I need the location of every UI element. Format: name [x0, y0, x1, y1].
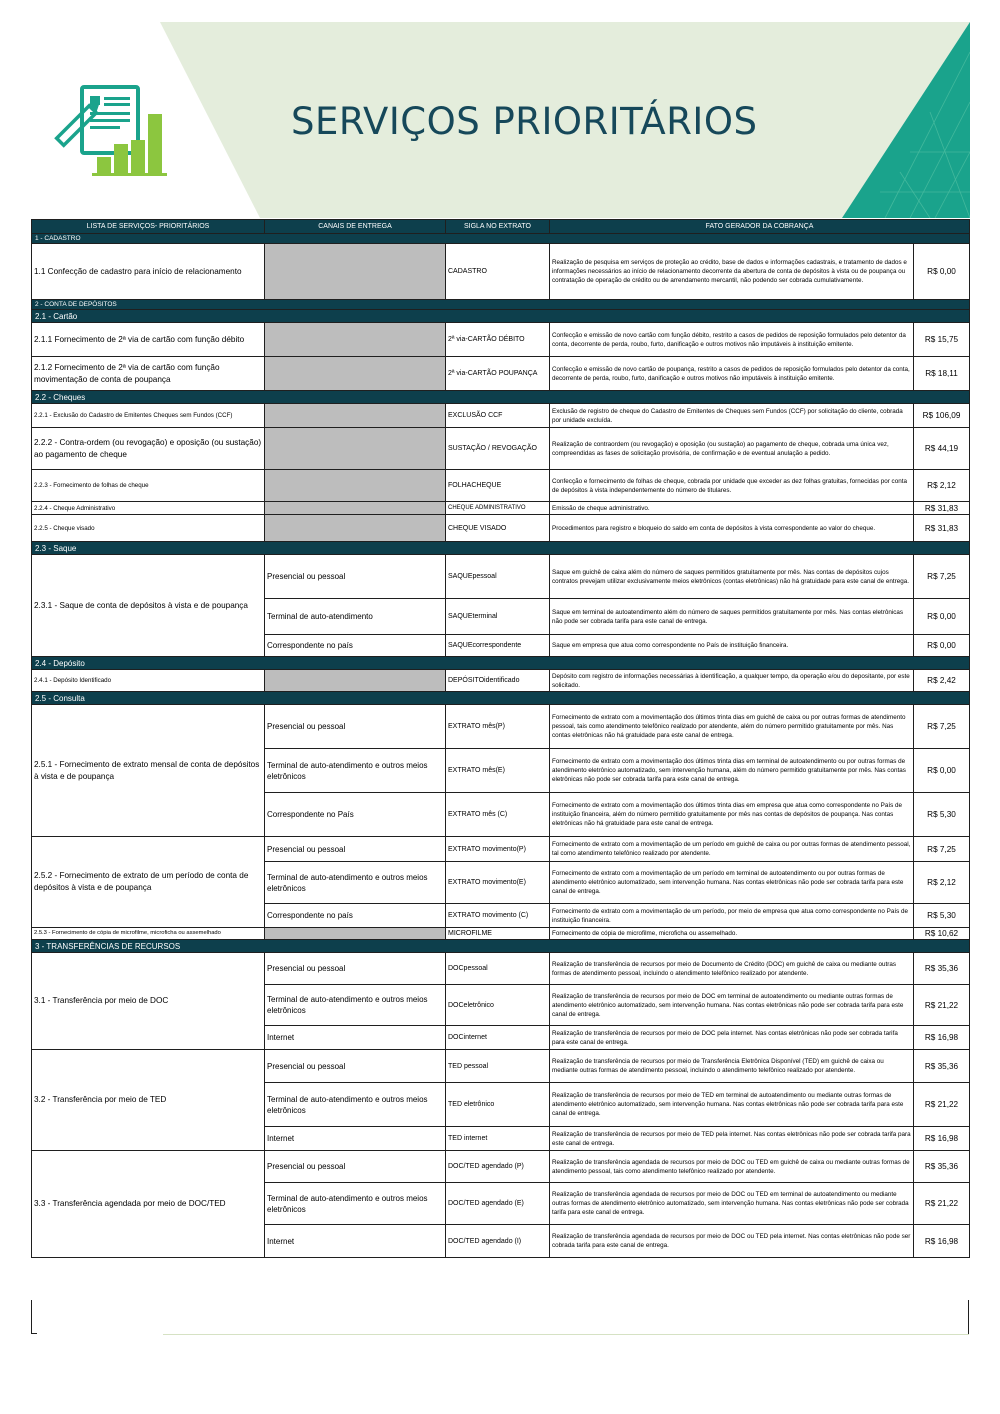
price-cell: R$ 16,98: [914, 1127, 970, 1151]
channel-cell: Terminal de auto-atendimento e outros meios eletrônicos: [265, 1083, 446, 1127]
services-table: [31, 219, 970, 1258]
channel-cell: Presencial ou pessoal: [265, 837, 446, 862]
channel-cell: Terminal de auto-atendimento e outros meios eletrônicos: [265, 862, 446, 904]
service-cell: 2.2.1 - Exclusão do Cadastro de Emitentes Cheques sem Fundos (CCF): [32, 404, 265, 428]
channel-cell-empty: [265, 244, 446, 300]
table-row: [32, 323, 970, 357]
service-cell: 2.1.2 Fornecimento de 2ª via de cartão com função movimentação de conta de poupança: [32, 357, 265, 391]
service-cell: 1.1 Confecção de cadastro para início de relacionamento: [32, 244, 265, 300]
channel-cell: Terminal de auto-atendimento: [265, 599, 446, 635]
table-row: [32, 1151, 970, 1183]
table-row: [32, 428, 970, 470]
channel-cell: Presencial ou pessoal: [265, 1151, 446, 1183]
table-header: [32, 220, 970, 234]
code-cell: EXTRATO mês(E): [446, 749, 550, 793]
price-cell: R$ 21,22: [914, 985, 970, 1026]
section-conta-depositos: 2 - CONTA DE DEPÓSITOS: [32, 300, 970, 310]
price-cell: R$ 31,83: [914, 515, 970, 542]
fact-cell: Realização de transferência de recursos por meio de DOC em terminal de autoatendimento ou mediante outras formas de atendimento eletrônico automatizado, sem intervenção humana. Nas contas eletrônicas não pode ser cobrada tarifa para este canal de entrega.: [550, 985, 914, 1026]
service-cell: 3.3 - Transferência agendada por meio de DOC/TED: [32, 1151, 265, 1258]
frame-line-right: [968, 1300, 969, 1334]
price-cell: R$ 44,19: [914, 428, 970, 470]
price-cell: R$ 0,00: [914, 749, 970, 793]
code-cell: DOCeletrônico: [446, 985, 550, 1026]
channel-cell: Terminal de auto-atendimento e outros meios eletrônicos: [265, 1183, 446, 1225]
fact-cell: Realização de pesquisa em serviços de proteção ao crédito, base de dados e informações cadastrais, e tratamento de dados e informações necessários ao início de relacionamento decorrente da abertura de conta de depósitos à vista ou de poupança ou contratação de operação de crédito ou de arrendamento mercantil, não podendo ser cobrada cumulativamente.: [550, 244, 914, 300]
fact-cell: Confecção e emissão de novo cartão com função débito, restrito a casos de pedidos de reposição formulados pelo detentor da conta, decorrente de perda, roubo, furto, danificação e outros motivos não imputáveis à instituição emitente.: [550, 323, 914, 357]
section-saque: 2.3 - Saque: [32, 542, 970, 555]
header-code: SIGLA NO EXTRATO: [446, 220, 550, 234]
channel-cell: Presencial ou pessoal: [265, 555, 446, 599]
code-cell: DOC/TED agendado (E): [446, 1183, 550, 1225]
service-cell: 2.5.1 - Fornecimento de extrato mensal de conta de depósitos à vista e de poupança: [32, 705, 265, 837]
code-cell: DOCinternet: [446, 1026, 550, 1050]
table-row: [32, 928, 970, 940]
table-row: [32, 357, 970, 391]
fact-cell: Confecção e emissão de novo cartão de poupança, restrito a casos de pedidos de reposição formulados pelo detentor da conta, decorrente de perda, roubo, furto, danificação e outros motivos não imputáveis à instituição emitente.: [550, 357, 914, 391]
code-cell: EXTRATO movimento(E): [446, 862, 550, 904]
table-row: [32, 515, 970, 542]
section-transferencias: 3 - TRANSFERÊNCIAS DE RECURSOS: [32, 940, 970, 953]
table-row: [32, 705, 970, 749]
code-cell: TED internet: [446, 1127, 550, 1151]
fact-cell: Fornecimento de extrato com a movimentação de um período em guichê de caixa ou por outras formas de atendimento pessoal, tal como atendimento telefônico realizado por atendente.: [550, 837, 914, 862]
price-cell: R$ 7,25: [914, 555, 970, 599]
fact-cell: Exclusão de registro de cheque do Cadastro de Emitentes de Cheques sem Fundos (CCF) por solicitação do cliente, cobrada por unidade excluída.: [550, 404, 914, 428]
code-cell: CHEQUE ADMINISTRATIVO: [446, 502, 550, 515]
channel-cell: Correspondente no país: [265, 635, 446, 657]
service-cell: 3.2 - Transferência por meio de TED: [32, 1050, 265, 1151]
channel-cell: Presencial ou pessoal: [265, 953, 446, 985]
code-cell: DOC/TED agendado (I): [446, 1225, 550, 1258]
code-cell: MICROFILME: [446, 928, 550, 940]
code-cell: FOLHACHEQUE: [446, 470, 550, 502]
table-row: [32, 244, 970, 300]
section-row: [32, 940, 970, 953]
fact-cell: Fornecimento de extrato com a movimentação dos últimos trinta dias em guichê de caixa ou por outras formas de atendimento pessoal, tais como atendimento telefônico realizado por atendente, além do número permitido gratuitamente por mês. Nas contas eletrônicas não há gratuidade para este canal de entrega.: [550, 705, 914, 749]
table-row: [32, 404, 970, 428]
code-cell: CHEQUE VISADO: [446, 515, 550, 542]
channel-cell-empty: [265, 502, 446, 515]
price-cell: R$ 35,36: [914, 953, 970, 985]
fact-cell: Saque em terminal de autoatendimento além do número de saques permitidos gratuitamente por mês. Nas contas eletrônicas não pode ser cobrada tarifa para este canal de entrega.: [550, 599, 914, 635]
section-row: [32, 391, 970, 404]
price-cell: R$ 35,36: [914, 1050, 970, 1083]
fact-cell: Confecção e fornecimento de folhas de cheque, cobrada por unidade que exceder as dez folhas gratuitas, fornecidas por conta de depósitos à vista independentemente do número de titulares.: [550, 470, 914, 502]
channel-cell: Terminal de auto-atendimento e outros meios eletrônicos: [265, 985, 446, 1026]
page-title: SERVIÇOS PRIORITÁRIOS: [291, 100, 758, 143]
code-cell: EXTRATO movimento (C): [446, 904, 550, 928]
code-cell: TED pessoal: [446, 1050, 550, 1083]
channel-cell-empty: [265, 928, 446, 940]
price-cell: R$ 10,62: [914, 928, 970, 940]
table-row: [32, 470, 970, 502]
code-cell: DOCpessoal: [446, 953, 550, 985]
code-cell: 2ª via-CARTÃO DÉBITO: [446, 323, 550, 357]
table-row: [32, 670, 970, 692]
fact-cell: Fornecimento de extrato com a movimentação dos últimos trinta dias em terminal de autoatendimento ou por outras formas de atendimento eletrônico automatizado, sem intervenção humana, além do número permitido gratuitamente por mês. Nas contas eletrônicas não pode ser cobrada tarifa para este canal de entrega.: [550, 749, 914, 793]
price-cell: R$ 35,36: [914, 1151, 970, 1183]
channel-cell: Presencial ou pessoal: [265, 1050, 446, 1083]
header-fact: FATO GERADOR DA COBRANÇA: [550, 220, 970, 234]
fact-cell: Realização de transferência de recursos por meio de Transferência Eletrônica Disponível (TED) em guichê de caixa ou mediante outras formas de atendimento pessoal, incluindo o atendimento telefônico realizado por atendente.: [550, 1050, 914, 1083]
price-cell: R$ 5,30: [914, 904, 970, 928]
channel-cell-empty: [265, 404, 446, 428]
service-cell: 2.4.1 - Depósito Identificado: [32, 670, 265, 692]
price-cell: R$ 5,30: [914, 793, 970, 837]
channel-cell: Internet: [265, 1127, 446, 1151]
code-cell: SAQUEterminal: [446, 599, 550, 635]
service-cell: 2.2.3 - Fornecimento de folhas de cheque: [32, 470, 265, 502]
channel-cell: Presencial ou pessoal: [265, 705, 446, 749]
price-cell: R$ 2,12: [914, 862, 970, 904]
frame-line-left: [31, 1300, 32, 1334]
fact-cell: Realização de transferência agendada de recursos por meio de DOC ou TED em guichê de caixa ou mediante outras formas de atendimento pessoal, tais como atendimento telefônico realizado por atendente.: [550, 1151, 914, 1183]
channel-cell-empty: [265, 670, 446, 692]
section-cadastro: 1 - CADASTRO: [32, 234, 970, 244]
frame-line-corner: [31, 1333, 37, 1334]
section-consulta: 2.5 - Consulta: [32, 692, 970, 705]
price-cell: R$ 16,98: [914, 1026, 970, 1050]
price-cell: R$ 21,22: [914, 1183, 970, 1225]
fact-cell: Fornecimento de extrato com a movimentação dos últimos trinta dias em empresa que atua como correspondente no País de instituição financeira, além do número permitido gratuitamente por mês nas contas de depósitos de poupança. Nas contas eletrônicas não há gratuidade para este canal de entrega.: [550, 793, 914, 837]
fact-cell: Procedimentos para registro e bloqueio do saldo em conta de depósitos à vista correspondente ao valor do cheque.: [550, 515, 914, 542]
code-cell: TED eletrônico: [446, 1083, 550, 1127]
section-deposito: 2.4 - Depósito: [32, 657, 970, 670]
fact-cell: Realização de transferência de recursos por meio de DOC pela internet. Nas contas eletrônicas não pode ser cobrada tarifa para este canal de entrega.: [550, 1026, 914, 1050]
table-row: [32, 953, 970, 985]
service-cell: 2.5.3 - Fornecimento de cópia de microfilme, microficha ou assemelhado: [32, 928, 265, 940]
channel-cell-empty: [265, 470, 446, 502]
code-cell: SAQUEcorrespondente: [446, 635, 550, 657]
channel-cell-empty: [265, 428, 446, 470]
price-cell: R$ 2,12: [914, 470, 970, 502]
channel-cell: Internet: [265, 1026, 446, 1050]
price-cell: R$ 21,22: [914, 1083, 970, 1127]
fact-cell: Fornecimento de extrato com a movimentação de um período em terminal de autoatendimento ou por outras formas de atendimento eletrônico automatizado, sem intervenção humana. Nas contas eletrônicas não pode ser cobrada tarifa para este canal de entrega.: [550, 862, 914, 904]
price-cell: R$ 16,98: [914, 1225, 970, 1258]
service-cell: 2.2.4 - Cheque Administrativo: [32, 502, 265, 515]
section-row: [32, 542, 970, 555]
section-row: [32, 234, 970, 244]
price-cell: R$ 0,00: [914, 635, 970, 657]
section-cartao: 2.1 - Cartão: [32, 310, 970, 323]
fact-cell: Realização de contraordem (ou revogação) e oposição (ou sustação) ao pagamento de cheque, cobrada uma única vez, compreendidas as fases de solicitação provisória, de confirmação e de eventual anulação a pedido.: [550, 428, 914, 470]
section-row: [32, 300, 970, 310]
fact-cell: Realização de transferência de recursos por meio de TED pela internet. Nas contas eletrônicas não pode ser cobrada tarifa para este canal de entrega.: [550, 1127, 914, 1151]
fact-cell: Saque em guichê de caixa além do número de saques permitidos gratuitamente por mês. Nas contas de depósitos cujos contratos prevejam utilizar exclusivamente meios eletrônicos (contas eletrônicas) não há gratuidade para este canal de entrega.: [550, 555, 914, 599]
header-channels: CANAIS DE ENTREGA: [265, 220, 446, 234]
table-row: [32, 837, 970, 862]
service-cell: 3.1 - Transferência por meio de DOC: [32, 953, 265, 1050]
price-cell: R$ 0,00: [914, 244, 970, 300]
code-cell: DOC/TED agendado (P): [446, 1151, 550, 1183]
channel-cell-empty: [265, 323, 446, 357]
code-cell: 2ª via-CARTÃO POUPANÇA: [446, 357, 550, 391]
fact-cell: Realização de transferência de recursos por meio de Documento de Crédito (DOC) em guichê de caixa ou mediante outras formas de atendimento pessoal, incluindo o atendimento telefônico realizado por atendente.: [550, 953, 914, 985]
service-cell: 2.5.2 - Fornecimento de extrato de um período de conta de depósitos à vista e de poupança: [32, 837, 265, 928]
code-cell: DEPÓSITOidentificado: [446, 670, 550, 692]
channel-cell: Correspondente no País: [265, 793, 446, 837]
channel-cell: Terminal de auto-atendimento e outros meios eletrônicos: [265, 749, 446, 793]
code-cell: EXTRATO mês (C): [446, 793, 550, 837]
code-cell: SAQUEpessoal: [446, 555, 550, 599]
header-service: LISTA DE SERVIÇOS- PRIORITÁRIOS: [32, 220, 265, 234]
channel-cell: Correspondente no país: [265, 904, 446, 928]
fact-cell: Depósito com registro de informações necessárias à identificação, a qualquer tempo, da operação e/ou do depositante, por este solicitado.: [550, 670, 914, 692]
fact-cell: Fornecimento de cópia de microfilme, microficha ou assemelhado.: [550, 928, 914, 940]
section-row: [32, 657, 970, 670]
code-cell: EXCLUSÃO CCF: [446, 404, 550, 428]
price-cell: R$ 18,11: [914, 357, 970, 391]
price-cell: R$ 0,00: [914, 599, 970, 635]
section-cheques: 2.2 - Cheques: [32, 391, 970, 404]
table-row: [32, 1050, 970, 1083]
channel-cell-empty: [265, 515, 446, 542]
section-row: [32, 692, 970, 705]
fact-cell: Emissão de cheque administrativo.: [550, 502, 914, 515]
service-cell: 2.1.1 Fornecimento de 2ª via de cartão com função débito: [32, 323, 265, 357]
fact-cell: Realização de transferência de recursos por meio de TED em terminal de autoatendimento ou mediante outras formas de atendimento eletrônico automatizado, sem intervenção humana. Nas contas eletrônicas não pode ser cobrada tarifa para este canal de entrega.: [550, 1083, 914, 1127]
price-cell: R$ 15,75: [914, 323, 970, 357]
price-cell: R$ 106,09: [914, 404, 970, 428]
table-row: [32, 555, 970, 599]
fact-cell: Realização de transferência agendada de recursos por meio de DOC ou TED pela internet. Nas contas eletrônicas não pode ser cobrada tarifa para este canal de entrega.: [550, 1225, 914, 1258]
services-chart-icon: [52, 82, 202, 177]
section-row: [32, 310, 970, 323]
code-cell: CADASTRO: [446, 244, 550, 300]
code-cell: SUSTAÇÃO / REVOGAÇÃO: [446, 428, 550, 470]
service-cell: 2.2.5 - Cheque visado: [32, 515, 265, 542]
fact-cell: Fornecimento de extrato com a movimentação de um período, por meio de empresa que atua como correspondente no País de instituição financeira.: [550, 904, 914, 928]
fact-cell: Saque em empresa que atua como correspondente no País de instituição financeira.: [550, 635, 914, 657]
fact-cell: Realização de transferência agendada de recursos por meio de DOC ou TED em terminal de autoatendimento ou mediante outras formas de atendimento eletrônico automatizado, sem intervenção humana. Nas contas eletrônicas não pode ser cobrada tarifa para este canal de entrega.: [550, 1183, 914, 1225]
table-row: [32, 502, 970, 515]
price-cell: R$ 31,83: [914, 502, 970, 515]
code-cell: EXTRATO mês(P): [446, 705, 550, 749]
code-cell: EXTRATO movimento(P): [446, 837, 550, 862]
price-cell: R$ 2,42: [914, 670, 970, 692]
service-cell: 2.2.2 - Contra-ordem (ou revogação) e oposição (ou sustação) ao pagamento de cheque: [32, 428, 265, 470]
footer-divider: [163, 1334, 969, 1335]
channel-cell-empty: [265, 357, 446, 391]
channel-cell: Internet: [265, 1225, 446, 1258]
service-cell: 2.3.1 - Saque de conta de depósitos à vista e de poupança: [32, 555, 265, 657]
price-cell: R$ 7,25: [914, 837, 970, 862]
price-cell: R$ 7,25: [914, 705, 970, 749]
